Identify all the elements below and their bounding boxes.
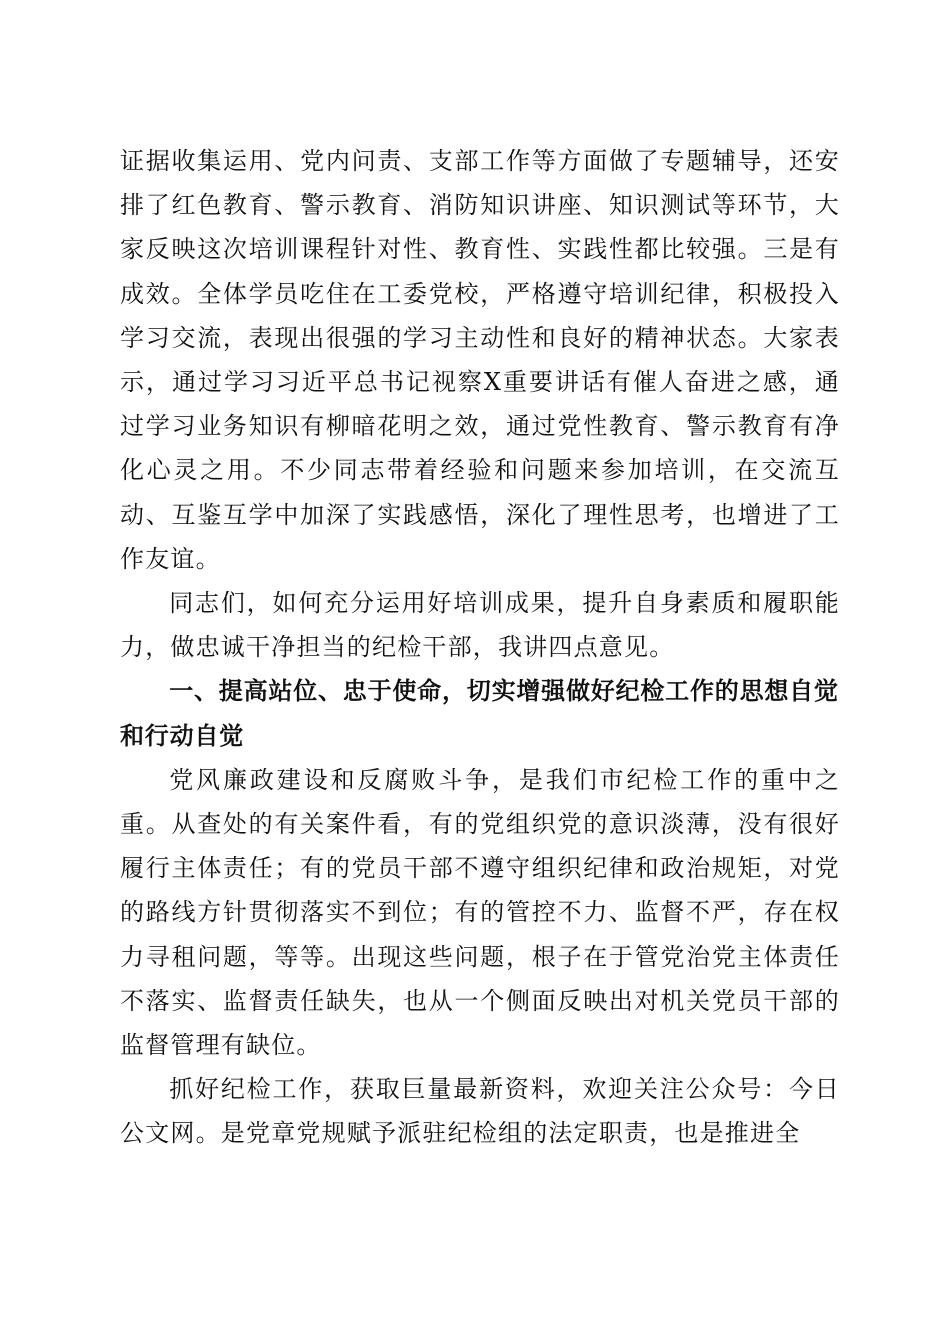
body-paragraph: 证据收集运用、党内问责、支部工作等方面做了专题辅导，还安排了红色教育、警示教育、消防知识讲座、知识测试等环节，大家反映这次培训课程针对性、教育性、实践性都比较强。三是有成效。全体学员吃住在工委党校，严格遵守培训纪律，积极投入学习交流，表现出很强的学习主动性和良好的精神状态。大家表示，通过学习习近平总书记视察X重要讲话有催人奋进之感，通过学习业务知识有柳暗花明之效，通过党性教育、警示教育有净化心灵之用。不少同志带着经验和问题来参加培训，在交流互动、互鉴互学中加深了实践感悟，深化了理性思考，也增进了工作友谊。: [120, 147, 840, 573]
body-paragraph: 党风廉政建设和反腐败斗争，是我们市纪检工作的重中之重。从查处的有关案件看，有的党组织党的意识淡薄，没有很好履行主体责任；有的党员干部不遵守组织纪律和政治规矩，对党的路线方针贯彻落实不到位；有的管控不力、监督不严，存在权力寻租问题，等等。出现这些问题，根子在于管党治党主体责任不落实、监督责任缺失，也从一个侧面反映出对机关党员干部的监督管理有缺位。: [120, 765, 840, 1060]
section-heading: 一、提高站位、忠于使命，切实增强做好纪检工作的思想自觉和行动自觉: [120, 677, 839, 750]
body-paragraph: 抓好纪检工作，获取巨量最新资料，欢迎关注公众号：今日公文网。是党章党规赋予派驻纪检组的法定职责，也是推进全: [120, 1075, 840, 1148]
body-paragraph: 同志们，如何充分运用好培训成果，提升自身素质和履职能力，做忠诚干净担当的纪检干部，我讲四点意见。: [120, 589, 840, 662]
document-body: [120, 139, 840, 1156]
